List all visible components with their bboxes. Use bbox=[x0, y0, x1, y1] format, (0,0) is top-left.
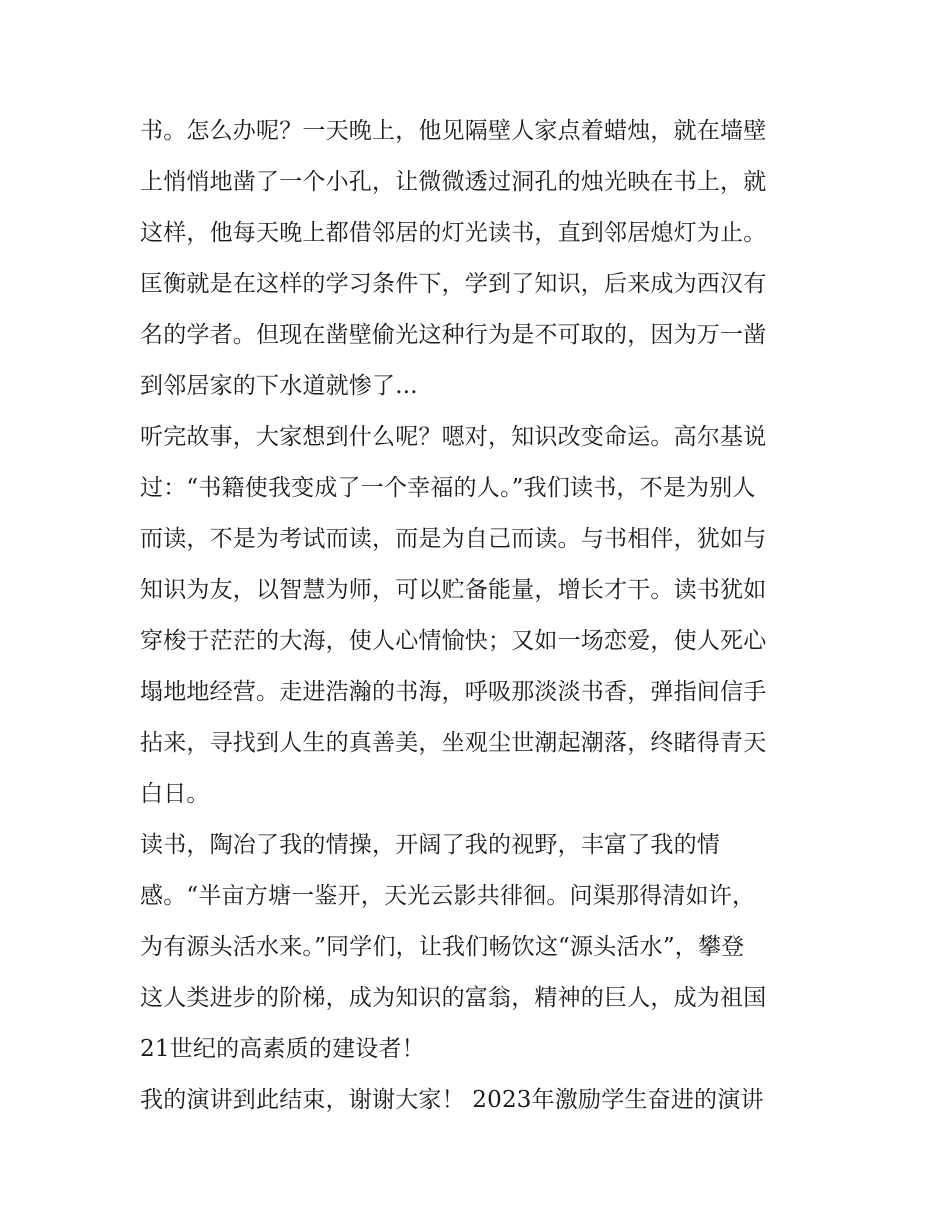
text-line: 而读，不是为考试而读，而是为自己而读。与书相伴，犹如与 bbox=[140, 526, 767, 552]
text-line: 为有源头活水来。”同学们，让我们畅饮这“源头活水”，攀登 bbox=[140, 934, 745, 960]
text-line: 到邻居家的下水道就惨了... bbox=[140, 373, 418, 399]
text-line: 这样，他每天晚上都借邻居的灯光读书，直到邻居熄灯为止。 bbox=[140, 220, 767, 246]
text-line: 感。“半亩方塘一鉴开，天光云影共徘徊。问渠那得清如许， bbox=[140, 883, 756, 909]
text-line: 我的演讲到此结束，谢谢大家！ 2023年激励学生奋进的演讲 bbox=[140, 1087, 764, 1113]
text-line: 读书，陶冶了我的情操，开阔了我的视野，丰富了我的情 bbox=[140, 832, 720, 858]
text-line: 这人类进步的阶梯，成为知识的富翁，精神的巨人，成为祖国 bbox=[140, 985, 767, 1011]
text-line: 书。怎么办呢？一天晚上，他见隔壁人家点着蜡烛，就在墙壁 bbox=[140, 118, 767, 144]
text-line: 穿梭于茫茫的大海，使人心情愉快；又如一场恋爱，使人死心 bbox=[140, 628, 767, 654]
text-line: 过：“书籍使我变成了一个幸福的人。”我们读书，不是为别人 bbox=[140, 475, 756, 501]
text-line: 上悄悄地凿了一个小孔，让微微透过洞孔的烛光映在书上，就 bbox=[140, 169, 767, 195]
text-line: 塌地地经营。走进浩瀚的书海，呼吸那淡淡书香，弹指间信手 bbox=[140, 679, 767, 705]
text-line: 听完故事，大家想到什么呢？嗯对，知识改变命运。高尔基说 bbox=[140, 424, 767, 450]
text-line: 知识为友，以智慧为师，可以贮备能量，增长才干。读书犹如 bbox=[140, 577, 767, 603]
text-line: 白日。 bbox=[140, 781, 210, 807]
document-body-text bbox=[140, 106, 820, 1126]
text-line: 21世纪的高素质的建设者！ bbox=[140, 1036, 425, 1062]
text-line: 拈来，寻找到人生的真善美，坐观尘世潮起潮落，终睹得青天 bbox=[140, 730, 767, 756]
text-line: 匡衡就是在这样的学习条件下，学到了知识，后来成为西汉有 bbox=[140, 271, 767, 297]
text-line: 名的学者。但现在凿壁偷光这种行为是不可取的，因为万一凿 bbox=[140, 322, 767, 348]
